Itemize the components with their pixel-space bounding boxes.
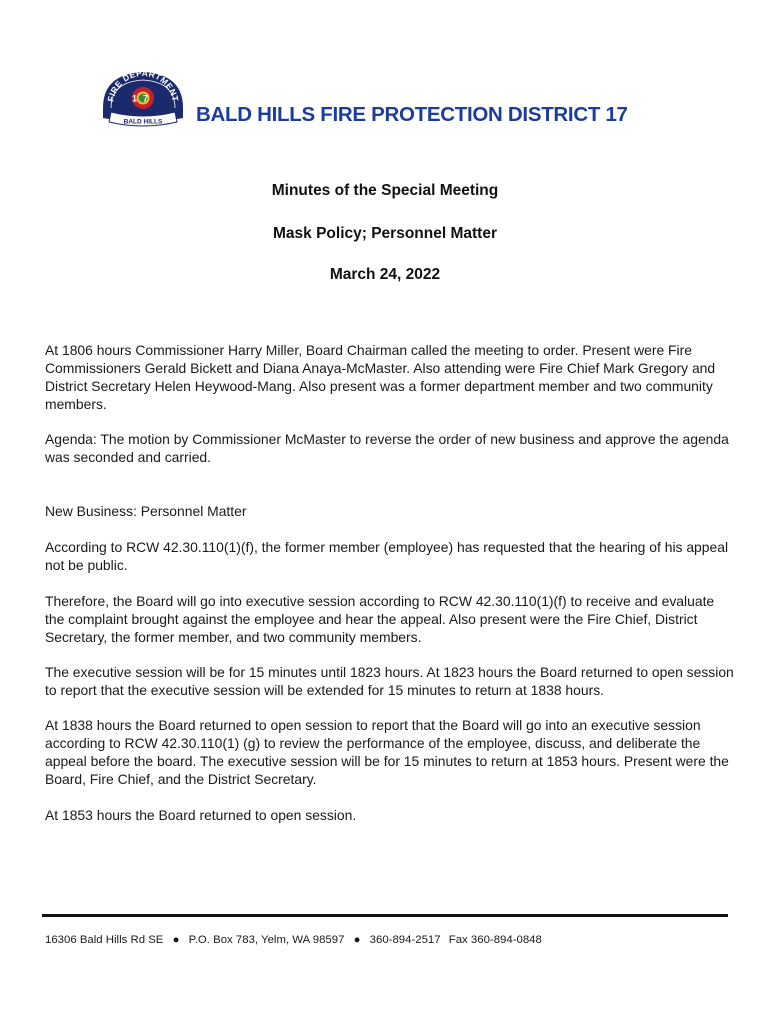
footer-address: 16306 Bald Hills Rd SE	[45, 934, 164, 946]
footer-fax: Fax 360-894-0848	[448, 934, 542, 946]
footer-phone: 360-894-2517	[369, 934, 441, 946]
logo-text-bottom: BALD HILLS	[123, 118, 163, 126]
paragraph-call-to-order: At 1806 hours Commissioner Harry Miller, Board Chairman called the meeting to order. Present were Fire Commissioners Gerald Bickett and Diana Anaya-McMaster. Also attending were Fire Chief Mark Gregory and District Secretary Helen Heywood-Mang. Also present was a former department member and two community members.	[45, 342, 716, 412]
paragraph-rcw-request: According to RCW 42.30.110(1)(f), the former member (employee) has requested that the hearing of his appeal not be public.	[45, 539, 729, 573]
footer-separator: ●	[353, 934, 361, 946]
paragraph-agenda: Agenda: The motion by Commissioner McMaster to reverse the order of new business and approve the agenda was seconded and carried.	[45, 431, 729, 465]
footer-contact	[45, 934, 542, 946]
meeting-date: March 24, 2022	[329, 266, 441, 283]
footer-separator: ●	[172, 934, 180, 946]
paragraph-performance-review: At 1838 hours the Board returned to open session to report that the Board will go into an executive session according to RCW 42.30.110(1) (g) to review the performance of the employee, discuss, and deliberate the appeal before the board. The executive session will be for 15 minutes to return at 1853 hours. Present were the Board, Fire Chief, and the District Secretary.	[45, 717, 729, 787]
paragraph-session-extension: The executive session will be for 15 minutes until 1823 hours. At 1823 hours the Board returned to open session to report that the executive session will be extended for 15 minutes to return at 1838 hours.	[45, 664, 734, 698]
document-title: Minutes of the Special Meeting	[271, 182, 499, 199]
paragraph-return-open-session: At 1853 hours the Board returned to open session.	[45, 807, 357, 823]
organization-title: BALD HILLS FIRE PROTECTION DISTRICT 17	[196, 103, 628, 126]
logo-number: 17	[131, 93, 155, 104]
fire-department-logo	[97, 68, 189, 132]
logo-text-top: FIRE DEPARTMENT	[105, 68, 181, 103]
paragraph-new-business: New Business: Personnel Matter	[45, 503, 247, 519]
paragraph-executive-session: Therefore, the Board will go into executive session according to RCW 42.30.110(1)(f) to receive and evaluate the complaint brought against the employee and hear the appeal. Also present were the Fire Chief, District Secretary, the former member, and two community members.	[45, 593, 715, 645]
footer-divider	[42, 914, 728, 917]
document-subtitle: Mask Policy; Personnel Matter	[273, 225, 497, 242]
footer-po-box: P.O. Box 783, Yelm, WA 98597	[188, 934, 345, 946]
